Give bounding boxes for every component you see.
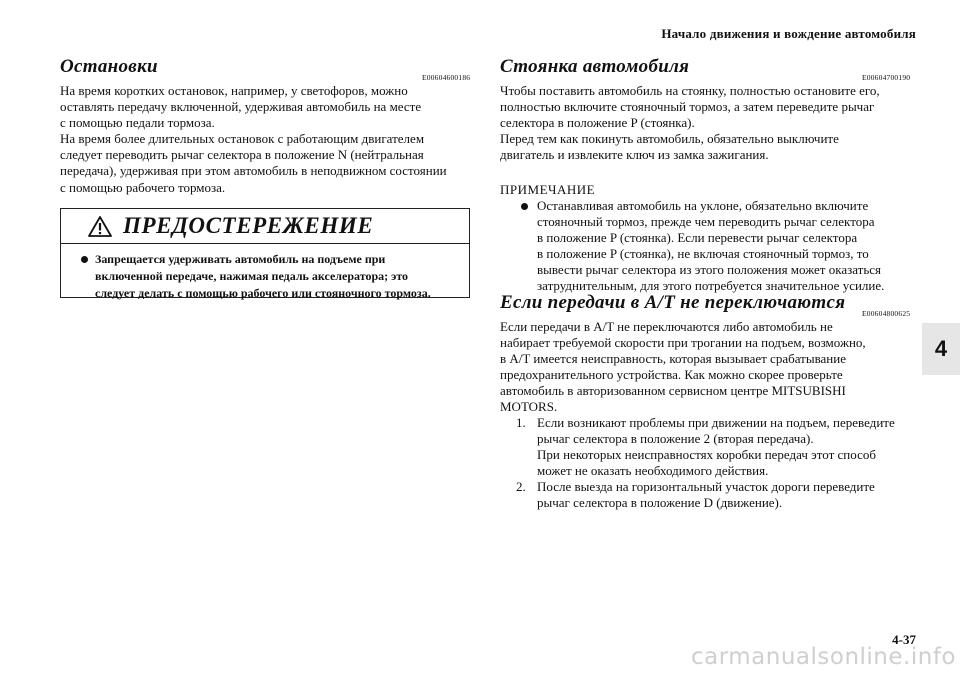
list-number: 1. (516, 415, 526, 430)
section-code-parking: E00604700190 (862, 73, 911, 82)
section-title-parking: Стоянка автомобиля (500, 56, 690, 77)
bullet-icon (81, 256, 88, 263)
warning-text: Запрещается удерживать автомобиль на подъеме при включенной передаче, нажимая педаль акселератора; это следует делать с помощью рабочего или стояночного тормоза. (95, 252, 431, 300)
section-code-stops: E00604600186 (422, 73, 471, 82)
warning-triangle-icon (88, 216, 112, 237)
bullet-icon (521, 203, 528, 210)
section-title-shift: Если передачи в A/T не переключаются (500, 292, 846, 313)
warning-header (61, 209, 469, 244)
page-number: 4-37 (892, 632, 916, 647)
stops-paragraph: На время коротких остановок, например, у светофоров, можно оставлять передачу включенной, удерживая автомобиль на месте с помощью педали тормоза. На время более длительных остановок с работающим двигателем следует переводить рычаг селектора в положение N (нейтральная передача), удерживая при этом автомобиль в неподвижном состоянии с помощью рабочего тормоза. (60, 83, 447, 195)
warning-item (73, 251, 463, 302)
section-code-shift: E00604800625 (862, 309, 911, 318)
note-label: ПРИМЕЧАНИЕ (500, 182, 596, 197)
chapter-tab: 4 (922, 323, 960, 375)
watermark: carmanualsonline.info (690, 644, 956, 670)
list-item (500, 415, 925, 479)
shift-paragraph: Если передачи в A/T не переключаются либо автомобиль не набирает требуемой скорости при трогании на подъем, возможно, в A/T имеется неисправность, которая вызывает срабатывание предохранительного устройства. Как можно скорее проверьте автомобиль в авторизованном сервисном центре MITSUBISHI MOTORS. (500, 319, 866, 415)
note-text: Останавливая автомобиль на уклоне, обязательно включите стояночный тормоз, прежде чем переводить рычаг селектора в положение P (стоянка). Если перевести рычаг селектора в положение P (стоянка), не включая стояночный тормоз, то вывести рычаг селектора из этого положения может оказаться затруднительным, для этого потребуется значительное усилие. (537, 198, 885, 294)
warning-title: ПРЕДОСТЕРЕЖЕНИЕ (123, 213, 374, 238)
list-number: 2. (516, 479, 526, 495)
running-header: Начало движения и вождение автомобиля (661, 26, 916, 41)
section-title-stops: Остановки (60, 56, 158, 77)
parking-paragraph: Чтобы поставить автомобиль на стоянку, полностью остановите его, полностью включите стояночный тормоз, а затем переведите рычаг селектора в положение P (стоянка). Перед тем как покинуть автомобиль, обязательно выключите двигатель и извлеките ключ из замка зажигания. (500, 83, 880, 163)
list-text: После выезда на горизонтальный участок дороги переведите рычаг селектора в положение D (движение). (537, 479, 875, 511)
list-item (500, 479, 925, 511)
list-text: Если возникают проблемы при движении на подъем, переведите рычаг селектора в положение 2 (вторая передача). При некоторых неисправностях коробки передач этот способ может не оказать необходимого действия. (537, 415, 895, 479)
warning-box (60, 208, 470, 298)
note-item (500, 198, 920, 295)
shift-steps-list (500, 415, 925, 512)
